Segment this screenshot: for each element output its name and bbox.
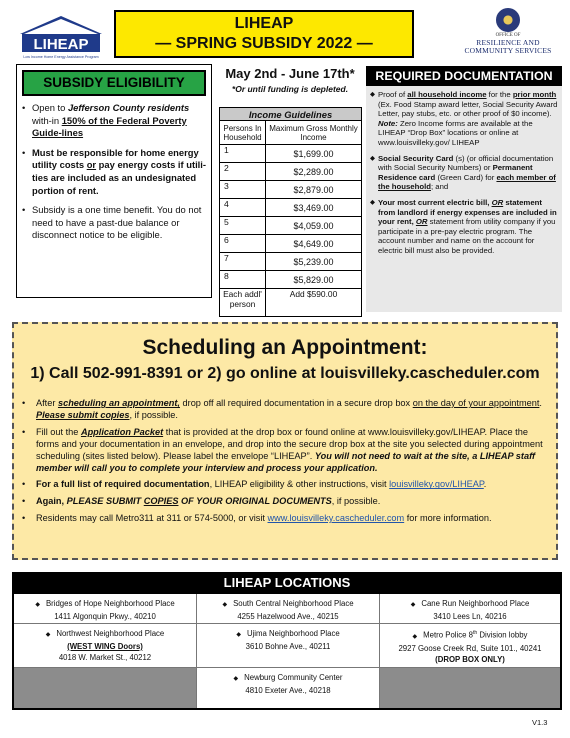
- office-seal: [452, 8, 564, 64]
- column-header-income: Maximum Gross Monthly Income: [266, 121, 362, 145]
- location-name: ◆ South Central Neighborhood Place: [197, 598, 379, 611]
- scheduling-phone-line: 1) Call 502-991-8391 or 2) go online at louisvilleky.cascheduler.com: [30, 365, 540, 382]
- list-item: • Again, PLEASE SUBMIT COPIES OF YOUR ORIGINAL DOCUMENTS, if possible.: [22, 496, 552, 508]
- seal-line-3: COMMUNITY SERVICES: [464, 46, 552, 55]
- location-cell: [197, 668, 380, 708]
- location-name: ◆ Ujima Neighborhood Place: [197, 628, 379, 641]
- table-row: 4 $3,469.00: [220, 199, 362, 217]
- location-note: (DROP BOX ONLY): [435, 654, 505, 664]
- location-address: 3410 Lees Ln, 40216: [433, 612, 507, 621]
- location-cell: [380, 624, 560, 668]
- eligibility-list: [22, 102, 208, 249]
- logo-text: LIHEAP: [33, 36, 89, 53]
- scheduling-heading: Scheduling an Appointment:: [142, 336, 428, 359]
- seal-line-2: RESILIENCE AND: [476, 38, 540, 47]
- cascheduler-link[interactable]: www.louisvilleky.cascheduler.com: [267, 513, 405, 524]
- eligibility-heading: SUBSIDY ELIGIBILITY: [22, 70, 206, 96]
- table-row: 3 $2,879.00: [220, 181, 362, 199]
- table-row: 7 $5,239.00: [220, 253, 362, 271]
- list-item: • For a full list of required documentation, LIHEAP eligibility & other instructions, visit louisvilleky.gov/LIHEAP.: [22, 479, 552, 491]
- seal-line-1: OFFICE OF: [495, 33, 521, 38]
- page-subtitle: — SPRING SUBSIDY 2022 —: [155, 35, 373, 52]
- table-row: 1 $1,699.00: [220, 145, 362, 163]
- location-address: 4810 Exeter Ave., 40218: [245, 686, 331, 695]
- location-cell: [380, 594, 560, 624]
- locations-heading: LIHEAP LOCATIONS: [12, 572, 562, 594]
- location-name: ◆ Northwest Neighborhood Place: [14, 628, 196, 641]
- table-row: Each addl' person Add $590.00: [220, 289, 362, 317]
- location-name: ◆ Cane Run Neighborhood Place: [380, 598, 560, 611]
- page-title: LIHEAP: [234, 15, 294, 32]
- required-docs-heading: REQUIRED DOCUMENTATION: [366, 66, 562, 86]
- list-item: • Must be responsible for home energy utility costs or pay energy costs if utili-ties are included as an undesignated portion of rent.: [22, 147, 208, 197]
- location-name: ◆ Metro Police 8th Division lobby: [380, 628, 560, 643]
- list-item: • After scheduling an appointment, drop off all required documentation in a secure drop box on the day of your appointment. Please submit copies, if possible.: [22, 398, 552, 422]
- empty-cell: [14, 668, 197, 708]
- subsidy-date-range: May 2nd - June 17th*: [225, 66, 355, 81]
- location-address: 2927 Goose Creek Rd, Suite 101., 40241: [398, 643, 542, 653]
- liheap-website-link[interactable]: louisvilleky.gov/LIHEAP: [389, 479, 484, 490]
- location-cell: [197, 624, 380, 668]
- location-address: 3610 Bohne Ave., 40211: [245, 642, 331, 651]
- income-table-title: Income Guidelines: [220, 108, 362, 121]
- list-item: ◆ Social Security Card (s) (or official documentation with Social Security Numbers) or Permanent Residence card (Green Card) for each member of the household; and: [370, 154, 558, 192]
- location-cell: [14, 624, 197, 668]
- location-cell: [14, 594, 197, 624]
- income-guidelines-table: [219, 107, 362, 317]
- location-name: ◆ Bridges of Hope Neighborhood Place: [14, 598, 196, 611]
- locations-grid: [12, 594, 562, 710]
- version-label: V1.3: [532, 718, 548, 727]
- scheduling-list: [22, 398, 552, 530]
- location-note: (WEST WING Doors): [67, 642, 143, 651]
- table-row: 6 $4,649.00: [220, 235, 362, 253]
- funding-note: *Or until funding is depleted.: [231, 84, 349, 94]
- location-address: 4255 Hazelwood Ave., 40215: [237, 612, 339, 621]
- list-item: • Fill out the Application Packet that is provided at the drop box or found online at www.louisvilleky.gov/LIHEAP. Place the forms and your documentation in an envelope, and drop into the secure drop box at the site you selected during appointment scheduling (sites listed below). Please label the envelope “LIHEAP”. You will not need to wait at the site, a LIHEAP staff member will call you to complete your interview and process your application.: [22, 427, 552, 475]
- list-item: ◆ Your most current electric bill, OR statement from landlord if energy expenses are included in your rent, OR statement from utility company if you participate in a pre-pay electric program. The account number and name on the account for electric bill must also be provided.: [370, 198, 558, 256]
- column-header-persons: Persons In Household: [220, 121, 266, 145]
- table-row: 5 $4,059.00: [220, 217, 362, 235]
- list-item: • Subsidy is a one time benefit. You do not need to have a past-due balance or disconnect notice to be eligible.: [22, 204, 208, 242]
- list-item: ◆ Proof of all household income for the prior month (Ex. Food Stamp award letter, Social Security Award Letter, pay stubs, etc. or other proof of $0 income). Note: Zero Income forms are available at the LIHEAP “Drop Box” locations or online at www.louisvilleky.gov/ LIHEAP: [370, 90, 558, 148]
- list-item: • Residents may call Metro311 at 311 or 574-5000, or visit www.louisvilleky.cascheduler.com for more information.: [22, 513, 552, 525]
- list-item: • Open to Jefferson County residents with-in 150% of the Federal Poverty Guide-lines: [22, 102, 208, 140]
- page-title-banner: [114, 10, 414, 58]
- location-name: ◆ Newburg Community Center: [197, 672, 379, 685]
- table-row: 8 $5,829.00: [220, 271, 362, 289]
- liheap-logo-graphic: [18, 14, 104, 60]
- liheap-logo: [18, 14, 104, 60]
- required-docs-list: [370, 90, 558, 262]
- location-address: 1411 Algonquin Pkwy., 40210: [54, 612, 156, 621]
- table-row: 2 $2,289.00: [220, 163, 362, 181]
- location-address: 4018 W. Market St., 40212: [58, 653, 152, 662]
- location-cell: [197, 594, 380, 624]
- seal-icon: [496, 8, 520, 32]
- logo-tagline: Low Income Home Energy Assistance Program: [23, 55, 99, 59]
- empty-cell: [380, 668, 560, 708]
